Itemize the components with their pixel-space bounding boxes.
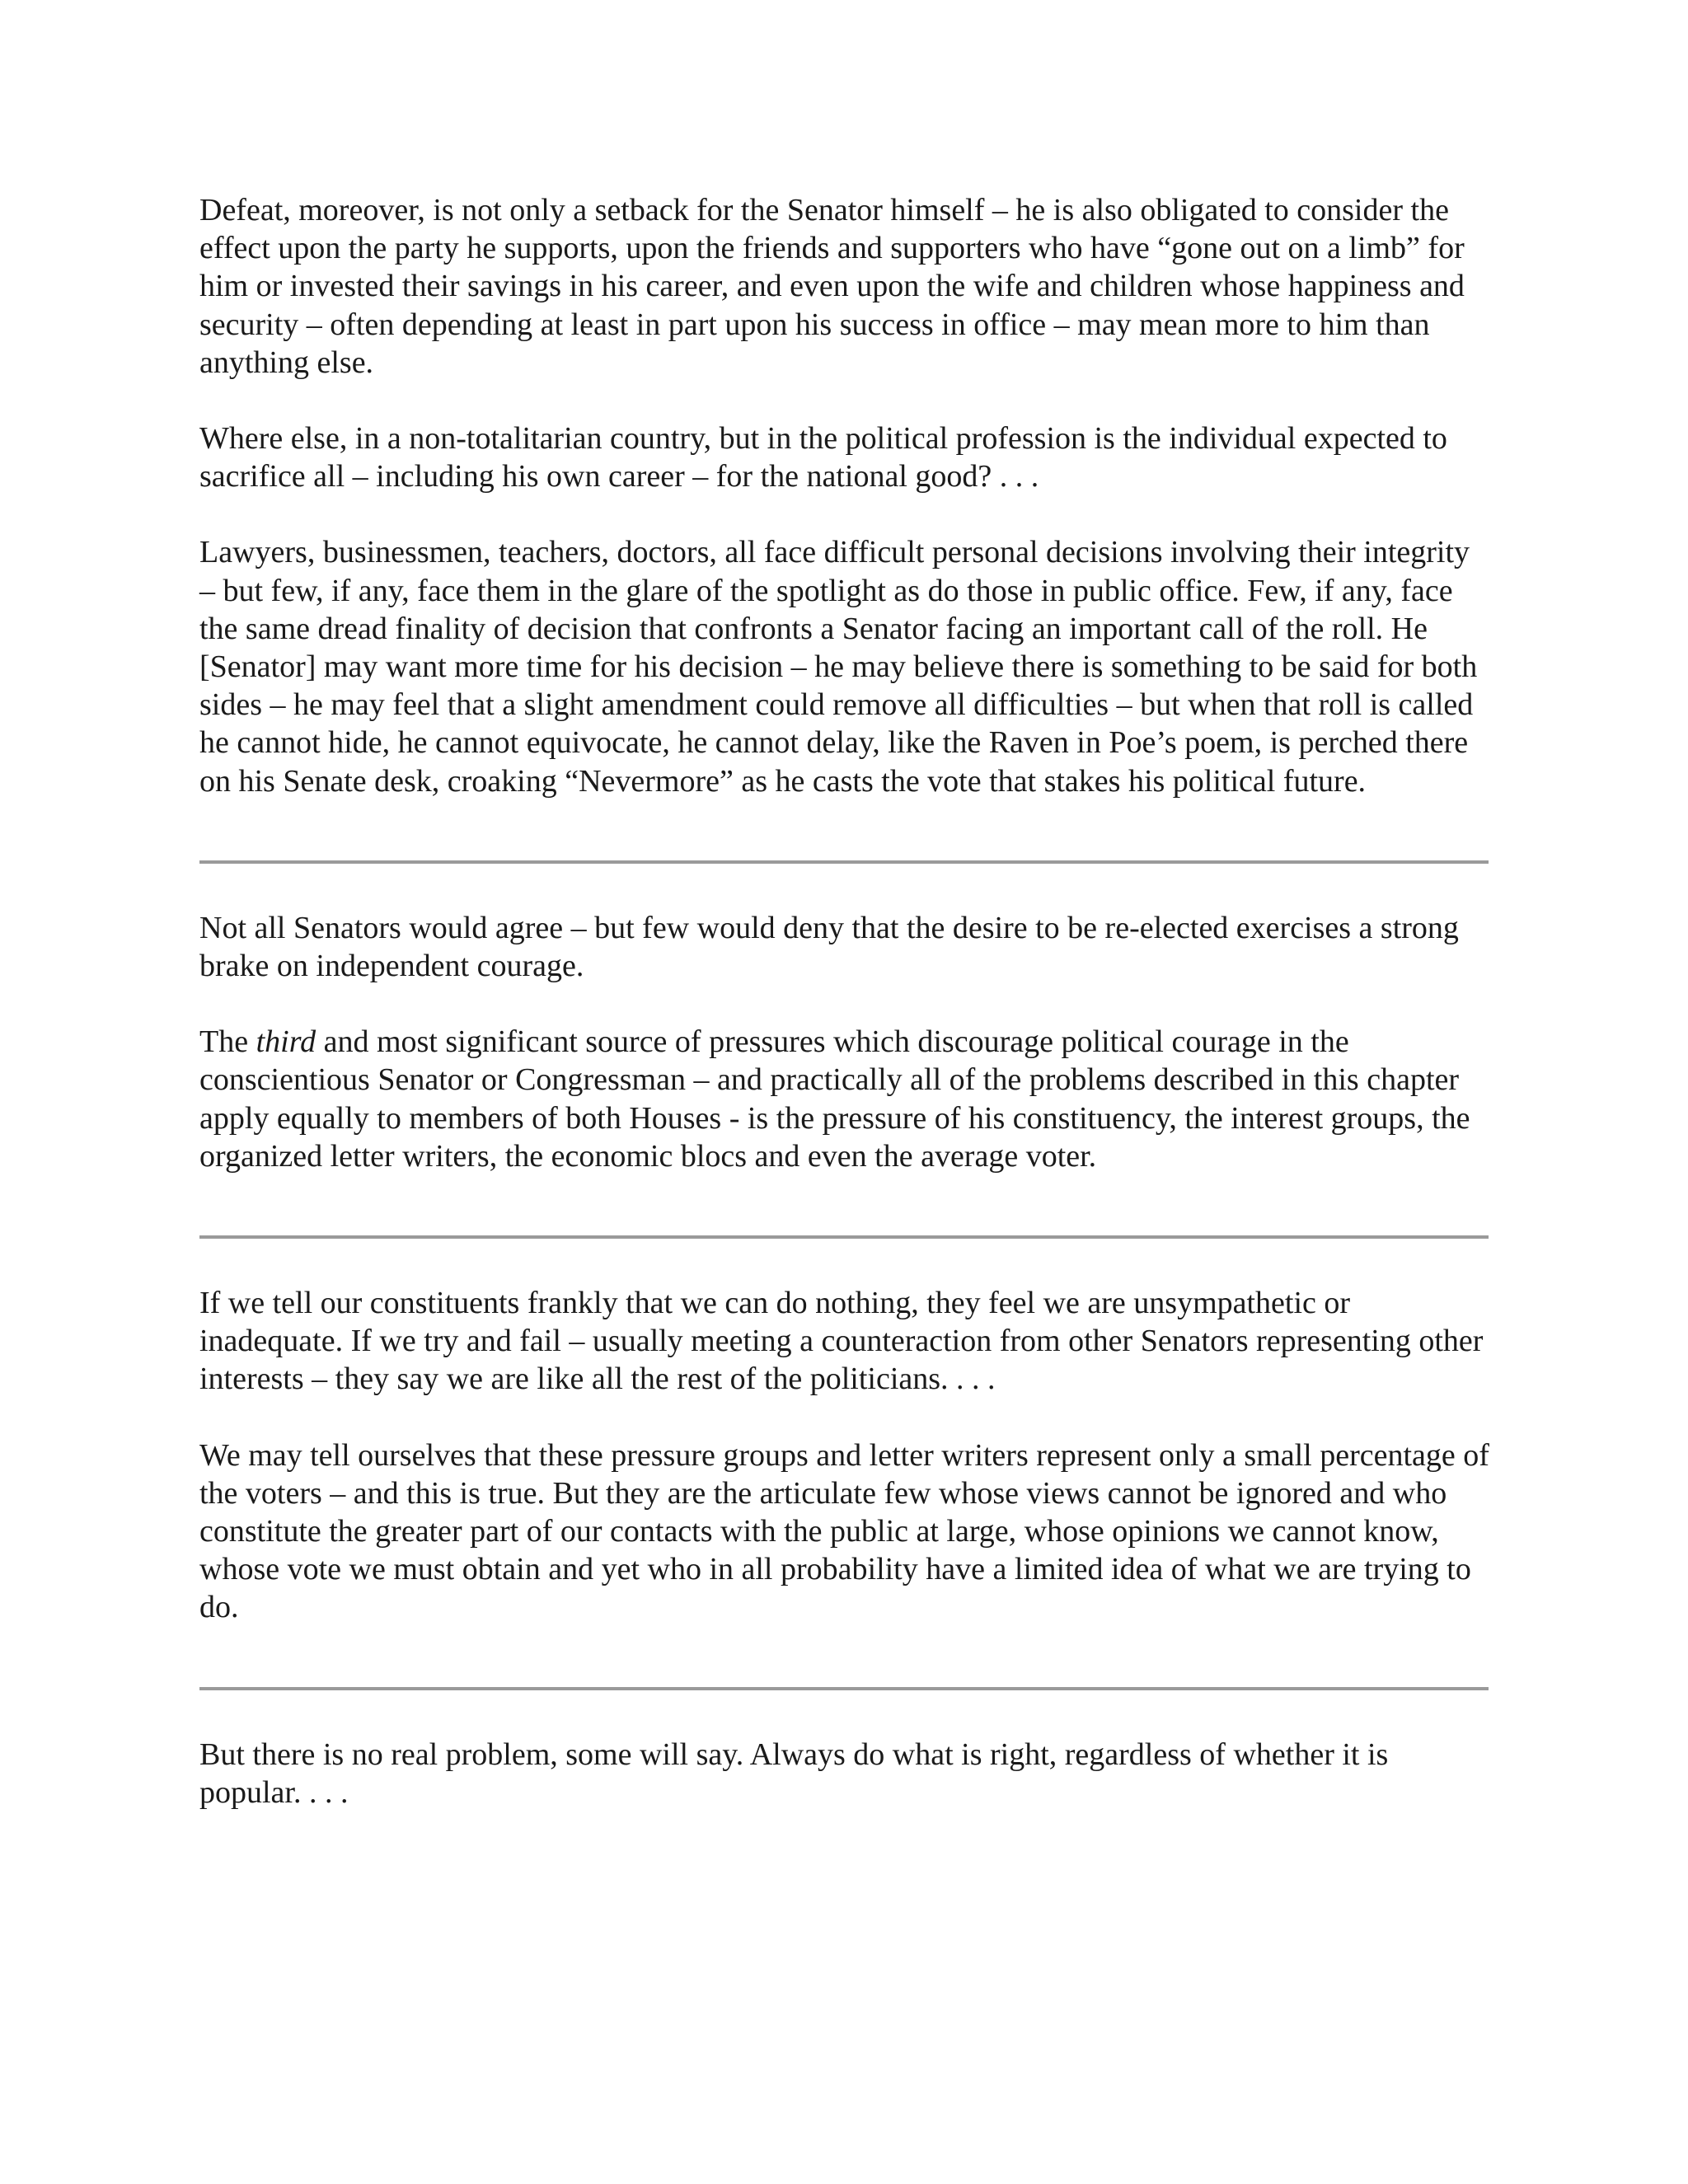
paragraph-third-source [199, 1023, 1490, 1175]
paragraph-defeat: Defeat, moreover, is not only a setback for the Senator himself – he is also obligated to consider the effect upon the party he supports, upon the friends and supporters who have “gone out on a limb” for him or invested their savings in his career, and even upon the wife and children whose happiness and security – often depending at least in part upon his success in office – may mean more to him than anything else. [199, 193, 1465, 380]
paragraph-not-all-senators: Not all Senators would agree – but few would deny that the desire to be re-elected exercises a strong brake on independent courage. [199, 910, 1459, 984]
paragraph-where-else: Where else, in a non-totalitarian country, but in the political profession is the individual expected to sacrifice all – including his own career – for the national good? . . . [199, 421, 1447, 494]
paragraph-no-real-problem: But there is no real problem, some will say. Always do what is right, regardless of whether it is popular. . . . [199, 1736, 1389, 1810]
paragraph-constituents: If we tell our constituents frankly that we can do nothing, they feel we are unsympathetic or inadequate. If we try and fail – usually meeting a counteraction from other Senators representing other interests – they say we are like all the rest of the politicians. . . . [199, 1286, 1484, 1397]
paragraph-third-rest: and most significant source of pressures which discourage political courage in the conscientious Senator or Congressman – and practically all of the problems described in this chapter apply equally to members of both Houses - is the pressure of his constituency, the interest groups, the organized letter writers, the economic blocs and even the average voter. [199, 1024, 1470, 1174]
paragraph-third-lead: The [199, 1024, 256, 1060]
emphasis-third: third [256, 1024, 316, 1060]
paragraph-lawyers: Lawyers, businessmen, teachers, doctors, all face difficult personal decisions involving their integrity – but few, if any, face them in the glare of the spotlight as do those in public office. Few, if any, face the same dread finality of decision that confronts a Senator facing an important call of the roll. He [Senator] may want more time for his decision – he may believe there is something to be said for both sides – he may feel that a slight amendment could remove all difficulties – but when that roll is called he cannot hide, he cannot equivocate, he cannot delay, like the Raven in Poe’s poem, is perched there on his Senate desk, croaking “Nevermore” as he casts the vote that stakes his political future. [199, 535, 1478, 799]
paragraph-pressure-groups: We may tell ourselves that these pressure groups and letter writers represent only a small percentage of the voters – and this is true. But they are the articulate few whose views cannot be ignored and who constitute the greater part of our contacts with the public at large, whose opinions we cannot know, whose vote we must obtain and yet who in all probability have a limited idea of what we are trying to do. [199, 1437, 1489, 1625]
document-body [199, 191, 1490, 1811]
